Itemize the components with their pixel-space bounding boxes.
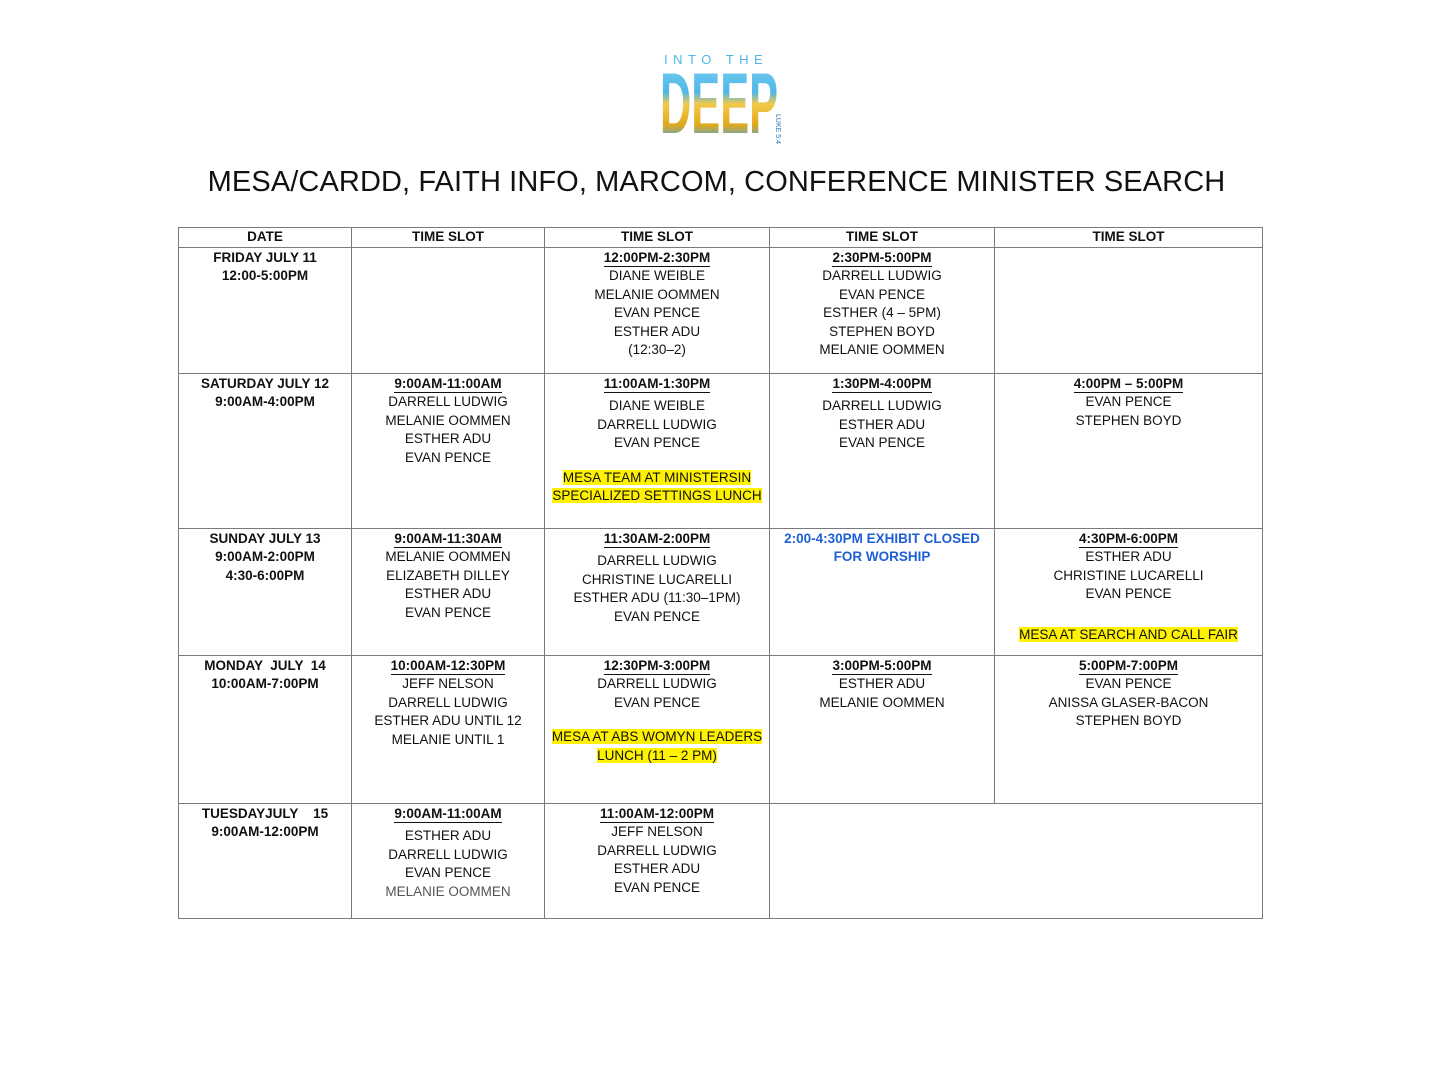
day-label: SATURDAY JULY 12 bbox=[200, 376, 330, 391]
person: STEPHEN BOYD bbox=[829, 323, 935, 339]
person: EVAN PENCE bbox=[404, 865, 492, 881]
person: JEFF NELSON bbox=[611, 824, 703, 840]
person: (12:30–2) bbox=[628, 342, 686, 358]
person: EVAN PENCE bbox=[838, 435, 926, 451]
header-time-slot: TIME SLOT bbox=[352, 228, 545, 248]
person: EVAN PENCE bbox=[613, 608, 701, 624]
person: STEPHEN BOYD bbox=[1075, 713, 1182, 729]
slot-cell bbox=[995, 656, 1263, 804]
person: DARRELL LUDWIG bbox=[597, 416, 717, 432]
slot-time: 9:00AM-11:00AM bbox=[394, 376, 502, 391]
person: EVAN PENCE bbox=[1085, 676, 1172, 692]
slot-cell bbox=[545, 248, 770, 374]
person: DIANE WEIBLE bbox=[608, 398, 706, 414]
date-cell bbox=[179, 248, 352, 374]
slot-time: 10:00AM-12:30PM bbox=[390, 658, 506, 673]
slot-cell bbox=[352, 804, 545, 919]
exhibit-closed-notice: FOR WORSHIP bbox=[833, 549, 931, 565]
highlight-note: SPECIALIZED SETTINGS LUNCH bbox=[552, 488, 762, 504]
slot-cell bbox=[352, 248, 545, 374]
person: DARRELL LUDWIG bbox=[597, 676, 717, 692]
slot-cell bbox=[995, 529, 1263, 656]
day-label: SUNDAY JULY 13 bbox=[209, 531, 321, 546]
slot-cell bbox=[545, 374, 770, 529]
person: ESTHER ADU bbox=[404, 828, 492, 844]
day-hours: 10:00AM-7:00PM bbox=[211, 676, 319, 692]
slot-time: 5:00PM-7:00PM bbox=[1078, 658, 1179, 673]
person: CHRISTINE LUCARELLI bbox=[581, 571, 733, 587]
table-row bbox=[179, 529, 1263, 656]
table-row bbox=[179, 656, 1263, 804]
slot-time: 12:30PM-3:00PM bbox=[603, 658, 711, 673]
header-row bbox=[179, 228, 1263, 248]
person: MELANIE OOMMEN bbox=[385, 412, 511, 428]
slot-cell bbox=[770, 804, 1263, 919]
slot-cell bbox=[770, 248, 995, 374]
slot-cell bbox=[995, 248, 1263, 374]
person: STEPHEN BOYD bbox=[1075, 412, 1182, 428]
slot-time: 9:00AM-11:30AM bbox=[394, 531, 502, 546]
slot-cell bbox=[545, 656, 770, 804]
slot-cell bbox=[352, 529, 545, 656]
day-hours: 9:00AM-4:00PM bbox=[215, 394, 315, 410]
logo-top-text: INTO THE bbox=[664, 52, 769, 67]
person: EVAN PENCE bbox=[838, 286, 926, 302]
person: EVAN PENCE bbox=[613, 879, 701, 895]
slot-cell bbox=[352, 374, 545, 529]
slot-time: 1:30PM-4:00PM bbox=[832, 376, 932, 391]
date-cell bbox=[179, 374, 352, 529]
day-hours: 9:00AM-2:00PM bbox=[215, 549, 315, 565]
person: ESTHER ADU bbox=[838, 676, 926, 692]
day-hours: 4:30-6:00PM bbox=[225, 567, 305, 583]
person: ESTHER ADU bbox=[838, 416, 926, 432]
person: DIANE WEIBLE bbox=[608, 268, 706, 284]
table-row bbox=[179, 248, 1263, 374]
person: JEFF NELSON bbox=[402, 676, 494, 692]
date-cell bbox=[179, 804, 352, 919]
person: MELANIE OOMMEN bbox=[385, 883, 511, 899]
slot-cell bbox=[770, 656, 995, 804]
person: DARRELL LUDWIG bbox=[388, 846, 508, 862]
slot-time: 3:00PM-5:00PM bbox=[832, 658, 932, 673]
into-the-deep-logo bbox=[660, 50, 782, 146]
person: ESTHER ADU bbox=[1085, 549, 1172, 565]
page-title: MESA/CARDD, FAITH INFO, MARCOM, CONFERENCE MINISTER SEARCH bbox=[207, 166, 1226, 198]
person: ESTHER ADU bbox=[404, 586, 492, 602]
person: EVAN PENCE bbox=[404, 449, 492, 465]
slot-time: 11:00AM-1:30PM bbox=[603, 376, 711, 391]
logo-main-text: DEEP bbox=[660, 56, 778, 146]
header-time-slot: TIME SLOT bbox=[770, 228, 995, 248]
slot-time: 4:30PM-6:00PM bbox=[1078, 531, 1179, 546]
person: EVAN PENCE bbox=[613, 694, 701, 710]
slot-cell bbox=[545, 529, 770, 656]
person: DARRELL LUDWIG bbox=[388, 694, 508, 710]
day-label: FRIDAY JULY 11 bbox=[213, 250, 317, 265]
person: ESTHER ADU UNTIL 12 bbox=[374, 713, 522, 729]
slot-time: 12:00PM-2:30PM bbox=[603, 250, 711, 265]
slot-cell bbox=[995, 374, 1263, 529]
day-hours: 9:00AM-12:00PM bbox=[211, 824, 319, 840]
slot-cell bbox=[352, 656, 545, 804]
person: CHRISTINE LUCARELLI bbox=[1053, 567, 1204, 583]
day-hours: 12:00-5:00PM bbox=[221, 268, 309, 284]
person: EVAN PENCE bbox=[404, 604, 492, 620]
person: ESTHER (4 – 5PM) bbox=[823, 305, 941, 321]
person: DARRELL LUDWIG bbox=[822, 268, 942, 284]
highlight-note: MESA AT SEARCH AND CALL FAIR bbox=[1019, 626, 1238, 642]
day-label: TUESDAYJULY 15 bbox=[201, 806, 329, 821]
person: DARRELL LUDWIG bbox=[597, 553, 717, 569]
exhibit-closed-notice: 2:00-4:30PM EXHIBIT CLOSED bbox=[784, 531, 980, 546]
slot-time: 11:00AM-12:00PM bbox=[599, 806, 715, 821]
slot-cell bbox=[770, 374, 995, 529]
slot-cell bbox=[545, 804, 770, 919]
person: EVAN PENCE bbox=[1085, 394, 1172, 410]
person: ESTHER ADU bbox=[404, 431, 492, 447]
slot-time: 2:30PM-5:00PM bbox=[832, 250, 932, 265]
person: MELANIE OOMMEN bbox=[819, 342, 945, 358]
person: MELANIE OOMMEN bbox=[594, 286, 720, 302]
table-row bbox=[179, 804, 1263, 919]
person: MELANIE UNTIL 1 bbox=[391, 731, 505, 747]
slot-time: 4:00PM – 5:00PM bbox=[1073, 376, 1184, 391]
person: ESTHER ADU (11:30–1PM) bbox=[573, 590, 741, 606]
slot-cell bbox=[770, 529, 995, 656]
table-row bbox=[179, 374, 1263, 529]
highlight-note: MESA TEAM AT MINISTERSIN bbox=[562, 469, 752, 485]
slot-time: 9:00AM-11:00AM bbox=[394, 806, 502, 821]
header-date: DATE bbox=[179, 228, 352, 248]
slot-time: 11:30AM-2:00PM bbox=[603, 531, 711, 546]
person: EVAN PENCE bbox=[1085, 586, 1172, 602]
header-time-slot: TIME SLOT bbox=[545, 228, 770, 248]
person: EVAN PENCE bbox=[613, 435, 701, 451]
person: ESTHER ADU bbox=[613, 861, 701, 877]
person: DARRELL LUDWIG bbox=[597, 842, 717, 858]
person: MELANIE OOMMEN bbox=[385, 549, 511, 565]
person: MELANIE OOMMEN bbox=[819, 694, 945, 710]
highlight-note: LUNCH (11 – 2 PM) bbox=[597, 747, 717, 763]
person: ANISSA GLASER-BACON bbox=[1048, 694, 1209, 710]
person: ESTHER ADU bbox=[613, 323, 701, 339]
person: ELIZABETH DILLEY bbox=[386, 567, 510, 583]
person: DARRELL LUDWIG bbox=[388, 394, 508, 410]
person: DARRELL LUDWIG bbox=[822, 398, 942, 414]
date-cell bbox=[179, 529, 352, 656]
header-time-slot: TIME SLOT bbox=[995, 228, 1263, 248]
person: EVAN PENCE bbox=[613, 305, 701, 321]
date-cell bbox=[179, 656, 352, 804]
day-label: MONDAY JULY 14 bbox=[204, 658, 326, 673]
highlight-note: MESA AT ABS WOMYN LEADERS bbox=[551, 729, 763, 745]
schedule-table bbox=[178, 227, 1263, 919]
logo-ref-text: LUKE 5:4 bbox=[774, 114, 781, 144]
